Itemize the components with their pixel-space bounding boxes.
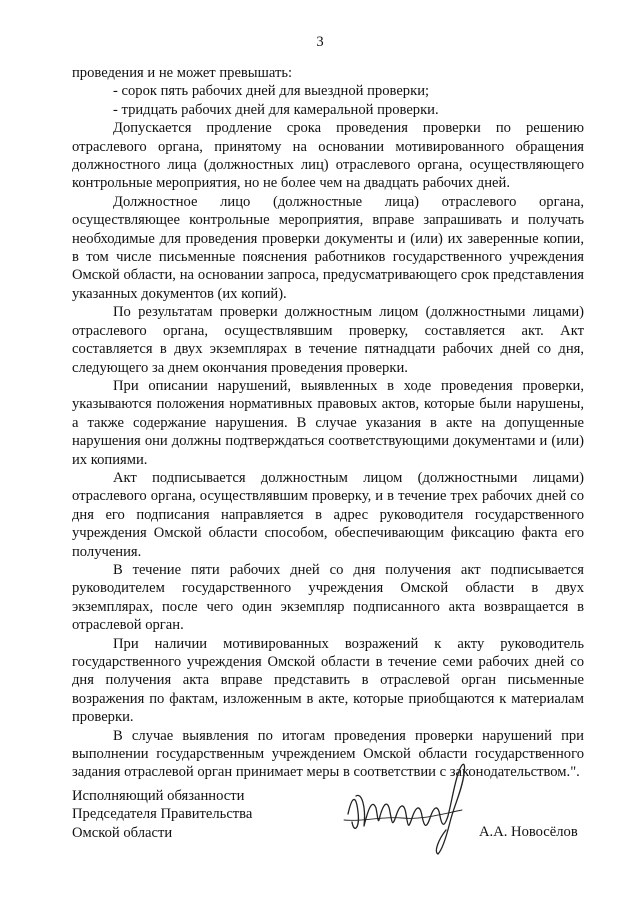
signatory-name: А.А. Новосёлов: [479, 824, 578, 840]
position-line: Исполняющий обязанности: [72, 788, 245, 804]
paragraph: проведения и не может превышать:: [72, 65, 293, 81]
paragraph: По результатам проверки должностным лицом (должностными лицами) отраслевого органа, осуществлявшим проверку, составляется акт. Акт составляется в двух экземплярах в течение пятнадцати рабочих дней со дня, следующего за днем окончания проведения проверки.: [72, 304, 584, 376]
paragraph: Акт подписывается должностным лицом (должностными лицами) отраслевого органа, осуществлявшим проверку, и в течение трех рабочих дней со дня его подписания направляется в адрес руководителя государственного учреждения Омской области способом, обеспечивающим фиксацию факта его получения.: [72, 469, 584, 560]
position-line: Омской области: [72, 824, 173, 841]
paragraph: В течение пяти рабочих дней со дня получения акт подписывается руководителем государственного учреждения Омской области в двух экземплярах, после чего один экземпляр подписанного акта возвращается в отраслевой орган.: [72, 561, 584, 634]
paragraph: Должностное лицо (должностные лица) отраслевого органа, осуществляющее контрольные мероприятия, вправе запрашивать и получать необходимые для проведения проверки документы и (или) их заверенные копии, в том числе письменные пояснения работников государственного учреждения Омской области, на основании запроса, предусматривающего срок представления указанных документов (их копий).: [72, 193, 584, 302]
signatory-position: [72, 787, 252, 842]
list-item: - сорок пять рабочих дней для выездной проверки;: [113, 83, 430, 100]
handwritten-signature: [342, 756, 477, 856]
position-line: Председателя Правительства: [72, 806, 253, 823]
paragraph: Допускается продление срока проведения проверки по решению отраслевого органа, принятому на основании мотивированного обращения должностного лица (должностных лиц) отраслевого органа, осуществляющего контрольные мероприятия, но не более чем на двадцать рабочих дней.: [72, 120, 584, 192]
document-body: [72, 64, 584, 782]
paragraph: В случае выявления по итогам проведения проверки нарушений при выполнении государственным учреждением Омской области государственного задания отраслевой орган принимает меры в соответствии с законодательством.".: [72, 727, 584, 781]
page-number: 3: [316, 34, 324, 50]
paragraph: При описании нарушений, выявленных в ходе проведения проверки, указываются положения нормативных правовых актов, которые были нарушены, а также содержание нарушения. В случае указания в акте на допущенные нарушения они должны подтверждаться соответствующими документами и (или) их копиями.: [72, 377, 584, 468]
list-item: - тридцать рабочих дней для камеральной проверки.: [113, 101, 439, 118]
paragraph: При наличии мотивированных возражений к акту руководитель государственного учреждения Омской области в течение семи рабочих дней со дня получения акта вправе представить в отраслевой орган письменные возражения по фактам, изложенным в акте, которые приобщаются к материалам проверки.: [72, 635, 584, 726]
